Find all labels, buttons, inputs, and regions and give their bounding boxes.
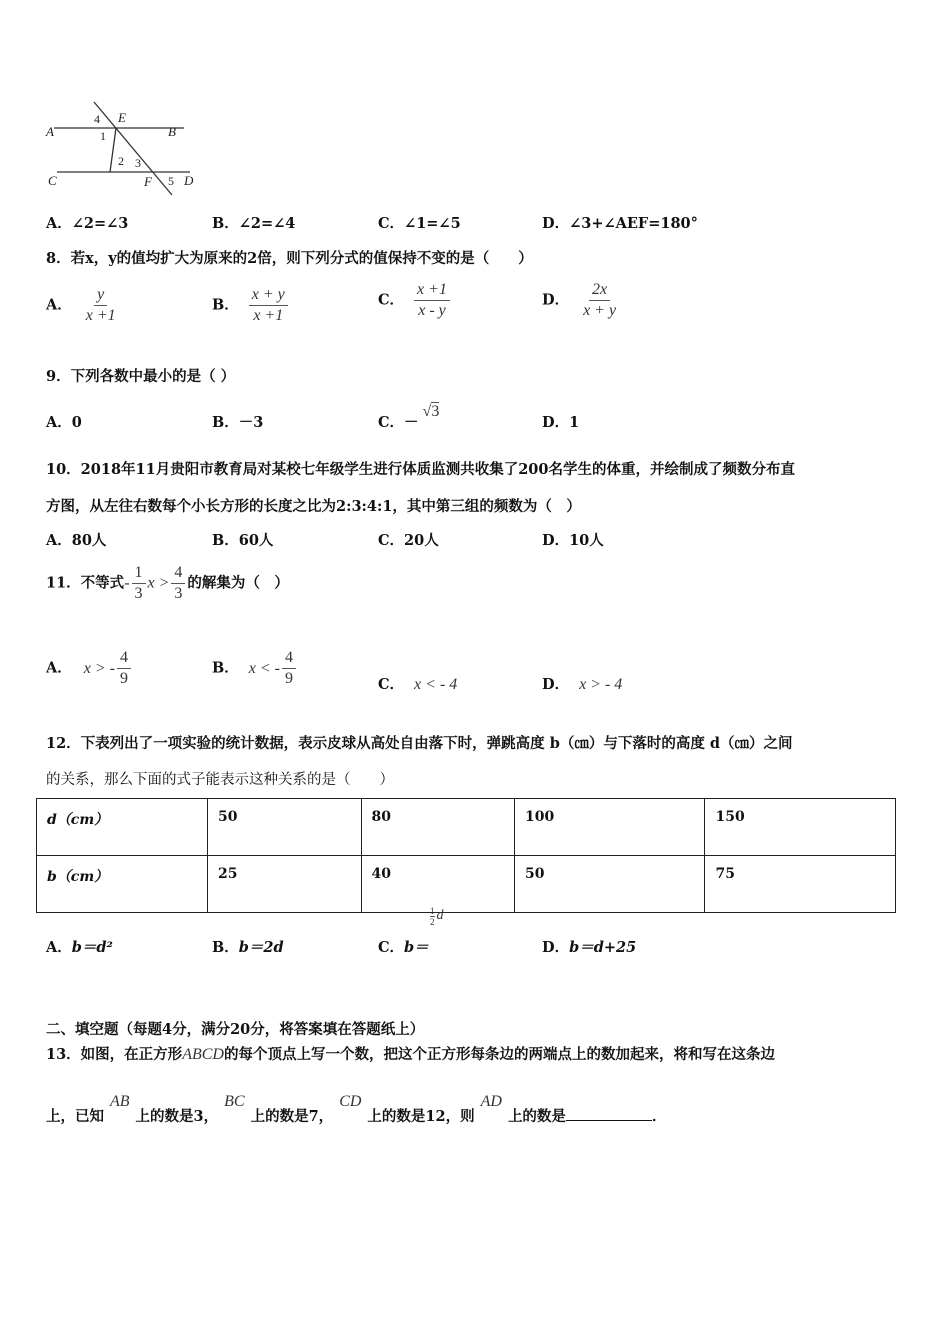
q11-option-d: D． x > - 4	[542, 676, 623, 693]
q12-line2: 的关系，那么下面的式子能表示这种关系的是（ ）	[46, 772, 394, 788]
q10-option-d: D．10人	[542, 532, 604, 549]
q11-option-c: C． x < - 4	[378, 676, 458, 693]
q12-option-d: D．b＝d+25	[542, 939, 637, 956]
label-F: F	[144, 174, 152, 189]
q8-option-d: D． $\frac{2x}{x + y}$	[542, 281, 617, 319]
q8-option-c: C． $\frac{x +1}{x - y}$	[378, 280, 452, 321]
table-cell: 50	[515, 856, 705, 913]
q10-option-c: C．20人	[378, 532, 439, 549]
label-B: B	[168, 124, 176, 139]
table-cell: 25	[208, 856, 362, 913]
q9-option-d: D．1	[542, 414, 580, 431]
q10-option-b: B．60人	[212, 532, 274, 549]
label-A: A	[46, 124, 54, 139]
section-2-title: 二、填空题（每题4分，满分20分，将答案填在答题纸上）	[46, 1021, 425, 1038]
table-cell: b（cm）	[37, 856, 208, 913]
table-cell: 150	[705, 799, 896, 856]
q11-option-a: A． x > - $\frac{4}{9}$	[46, 648, 133, 689]
q8-option-a: A． $\frac{y}{x +1}$	[46, 286, 116, 324]
q10-line1: 10．2018年11月贵阳市教育局对某校七年级学生进行体质监测共收集了200名学生的体重，并绘制成了频数分布直	[46, 461, 795, 478]
angle-3: 3	[135, 156, 141, 170]
q8-stem: 8．若x，y的值均扩大为原来的2倍，则下列分式的值保持不变的是（ ）	[46, 250, 533, 267]
q12-option-c: C．b＝	[378, 939, 429, 956]
q12-option-b: B．b＝2d	[212, 939, 284, 956]
table-row	[37, 799, 896, 856]
data-table	[36, 798, 896, 913]
q7-option-c: C．∠1=∠5	[378, 215, 461, 232]
table-row	[37, 856, 896, 913]
angle-5: 5	[168, 174, 174, 188]
q10-option-a: A．80人	[46, 532, 107, 549]
q13-line2: 上，已知AB上的数是3，BC上的数是7，CD上的数是12，则AD上的数是 ．	[46, 1093, 667, 1125]
q11-stem: 11．不等式- $\frac{1}{3}$ x > $\frac{4}{3}$ 的解集为（ ）	[46, 564, 289, 602]
answer-blank[interactable]	[566, 1120, 652, 1121]
q12-option-a: A．b＝d²	[46, 939, 113, 956]
q7-option-d: D．∠3+∠AEF=180°	[542, 215, 698, 232]
q9-stem: 9．下列各数中最小的是（ ）	[46, 368, 236, 385]
q12-option-c-fraction: $\frac{1}{2}$ d	[430, 906, 444, 927]
q7-option-a: A．∠2=∠3	[46, 215, 129, 232]
label-D: D	[184, 173, 194, 188]
q10-line2: 方图，从左往右数每个小长方形的长度之比为2:3:4:1，其中第三组的频数为（ ）	[46, 498, 581, 515]
label-E: E	[118, 110, 126, 125]
angle-4: 4	[94, 112, 100, 126]
q8-option-b: B． $\frac{x + y}{x +1}$	[212, 285, 290, 326]
table-cell: 50	[208, 799, 362, 856]
table-cell: 100	[515, 799, 705, 856]
q11-option-b: B． x < - $\frac{4}{9}$	[212, 648, 298, 689]
q9-option-b: B．－3	[212, 414, 264, 431]
table-cell: 80	[361, 799, 515, 856]
q13-line1: 13．如图，在正方形ABCD的每个顶点上写一个数，把这个正方形每条边的两端点上的数加起来，将和写在这条边	[46, 1046, 775, 1063]
q9-option-c: C．－√3	[378, 403, 440, 431]
q9-option-a: A．0	[46, 414, 82, 431]
q12-line1: 12．下表列出了一项实验的统计数据，表示皮球从高处自由落下时，弹跳高度 b（㎝）与下落时的高度 d（㎝）之间	[46, 735, 793, 752]
label-C: C	[48, 173, 57, 188]
table-cell: 40	[361, 856, 515, 913]
parallel-lines-figure	[44, 98, 194, 198]
angle-2: 2	[118, 154, 124, 168]
table-cell: d（cm）	[37, 799, 208, 856]
q7-option-b: B．∠2=∠4	[212, 215, 296, 232]
angle-1: 1	[100, 129, 106, 143]
table-cell: 75	[705, 856, 896, 913]
